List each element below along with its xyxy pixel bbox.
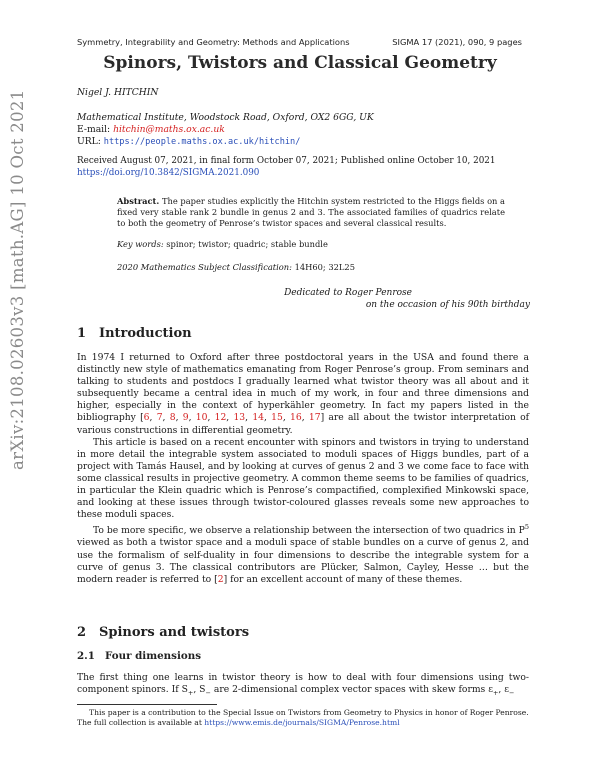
section-2-1-paragraph: The first thing one learns in twistor theory is how to deal with four dimensions using two-component spinors. If $S_+$, $S_-$ are 2-dimensional complex vector spaces with skew forms $\varepsilon_+$, $\varepsilon_-$ bbox=[77, 672, 529, 697]
footnote-rule bbox=[77, 704, 217, 705]
introduction-text bbox=[77, 352, 529, 586]
url-label: URL: bbox=[77, 136, 101, 147]
paper-title: Spinors, Twistors and Classical Geometry bbox=[103, 53, 497, 73]
email-line bbox=[77, 124, 225, 136]
dedication-line-1: Dedicated to Roger Penrose bbox=[284, 288, 412, 298]
ref-link[interactable]: 17 bbox=[308, 412, 321, 424]
section-1-number: 1 bbox=[77, 326, 87, 341]
abstract-label: Abstract. bbox=[117, 196, 160, 206]
msc-label: 2020 Mathematics Subject Classification: bbox=[117, 262, 292, 272]
msc-text: 14H60; 32L25 bbox=[294, 262, 355, 272]
ref-link[interactable]: 6 bbox=[143, 412, 150, 424]
subsection-2-1-number: 2.1 bbox=[77, 650, 95, 662]
section-1-title: Introduction bbox=[99, 326, 192, 341]
footnote bbox=[77, 708, 529, 728]
section-2-number: 2 bbox=[77, 625, 87, 640]
journal-header: Symmetry, Integrability and Geometry: Methods and Applications bbox=[77, 37, 350, 47]
ref-link[interactable]: 15 bbox=[271, 412, 283, 424]
email-label: E-mail: bbox=[77, 124, 111, 135]
intro-paragraph-1: In 1974 I returned to Oxford after three postdoctoral years in the USA and found there a distinctly new style of mathematics emanating from Roger Penrose’s group. From seminars and talking to students and postdocs I gradually learned what twistor theory was all about and it subsequently became a central idea in much of my work, in four and three dimensions and higher, especially in the context of hyperkähler geometry. In fact my papers listed in the bibliography [6, 7, 8, 9, 10, 12, 13, 14, 15, 16, 17] are all about the twistor interpretation of various constructions in differential geometry. bbox=[77, 352, 530, 436]
abstract-text: The paper studies explicitly the Hitchin system restricted to the Higgs fields on a fixed very stable rank 2 bundle in genus 2 and 3. The associated families of quadrics relate to both the geometry of Penrose’s twistor spaces and several classical results. bbox=[117, 196, 506, 228]
ref-link[interactable]: 10 bbox=[195, 412, 208, 424]
ref-link[interactable]: 9 bbox=[182, 412, 189, 424]
citation-header: SIGMA 17 (2021), 090, 9 pages bbox=[392, 37, 522, 47]
ref-link[interactable]: 13 bbox=[233, 412, 246, 424]
ref-link[interactable]: 8 bbox=[169, 412, 176, 424]
subsection-2-1-title: Four dimensions bbox=[105, 650, 202, 662]
received-line: Received August 07, 2021, in final form October 07, 2021; Published online October 10, 2021 bbox=[77, 156, 496, 166]
keywords-label: Key words: bbox=[117, 239, 164, 249]
doi-link[interactable]: https://doi.org/10.3842/SIGMA.2021.090 bbox=[77, 168, 260, 178]
intro-paragraph-3: To be more specific, we observe a relationship between the intersection of two quadrics in $P^5$ viewed as both a twistor space and a moduli space of stable bundles on a curve of genus 2, and use the formalism of self-duality in four dimensions to describe the integrable system for a curve of genus 3. The classical contributors are Plücker, Salmon, Cayley, Hesse … but the modern reader is referred to [2] for an excellent account of many of these themes. bbox=[77, 523, 529, 585]
ref-link[interactable]: 2 bbox=[217, 573, 224, 585]
section-2-title: Spinors and twistors bbox=[99, 625, 250, 640]
ref-link[interactable]: 14 bbox=[252, 412, 265, 424]
author: Nigel J. HITCHIN bbox=[77, 87, 159, 98]
footnote-link[interactable]: https://www.emis.de/journals/SIGMA/Penrose.html bbox=[204, 718, 400, 727]
dedication-line-2: on the occasion of his 90th birthday bbox=[365, 300, 530, 310]
section-2-heading bbox=[77, 625, 249, 640]
section-2-1-text bbox=[77, 672, 529, 699]
affiliation: Mathematical Institute, Woodstock Road, Oxford, OX2 6GG, UK bbox=[77, 112, 374, 123]
email-link[interactable]: hitchin@maths.ox.ac.uk bbox=[113, 124, 225, 135]
ref-link[interactable]: 16 bbox=[290, 412, 302, 424]
url-link[interactable]: https://people.maths.ox.ac.uk/hitchin/ bbox=[103, 137, 301, 147]
keywords-line bbox=[117, 239, 328, 249]
arxiv-stamp: arXiv:2108.02603v3 [math.AG] 10 Oct 2021 bbox=[8, 89, 27, 470]
msc-line bbox=[117, 262, 355, 272]
ref-link[interactable]: 7 bbox=[156, 412, 163, 424]
section-1-heading bbox=[77, 326, 192, 341]
url-line bbox=[77, 136, 300, 148]
subsection-2-1-heading bbox=[77, 650, 201, 662]
keywords-text: spinor; twistor; quadric; stable bundle bbox=[166, 239, 328, 249]
footnote-text: This paper is a contribution to the Special Issue on Twistors from Geometry to Physics in honor of Roger Penrose. The full collection is available at https://www.emis.de/journals/SIGMA/Penrose.html bbox=[77, 708, 529, 727]
ref-link[interactable]: 12 bbox=[214, 412, 227, 424]
intro-paragraph-2: This article is based on a recent encounter with spinors and twistors in trying to understand in more detail the integrable system associated to moduli spaces of Higgs bundles, part of a project with Tamás Hausel, and by looking at curves of genus 2 and 3 we come face to face with some classical results in projective geometry. A common theme seems to be families of quadrics, in particular the Klein quadric which is Penrose’s compactified, complexified Minkowski space, and looking at these issues through twistor-coloured glasses reveals some new approaches to these moduli spaces. bbox=[77, 436, 529, 521]
abstract bbox=[117, 196, 505, 229]
